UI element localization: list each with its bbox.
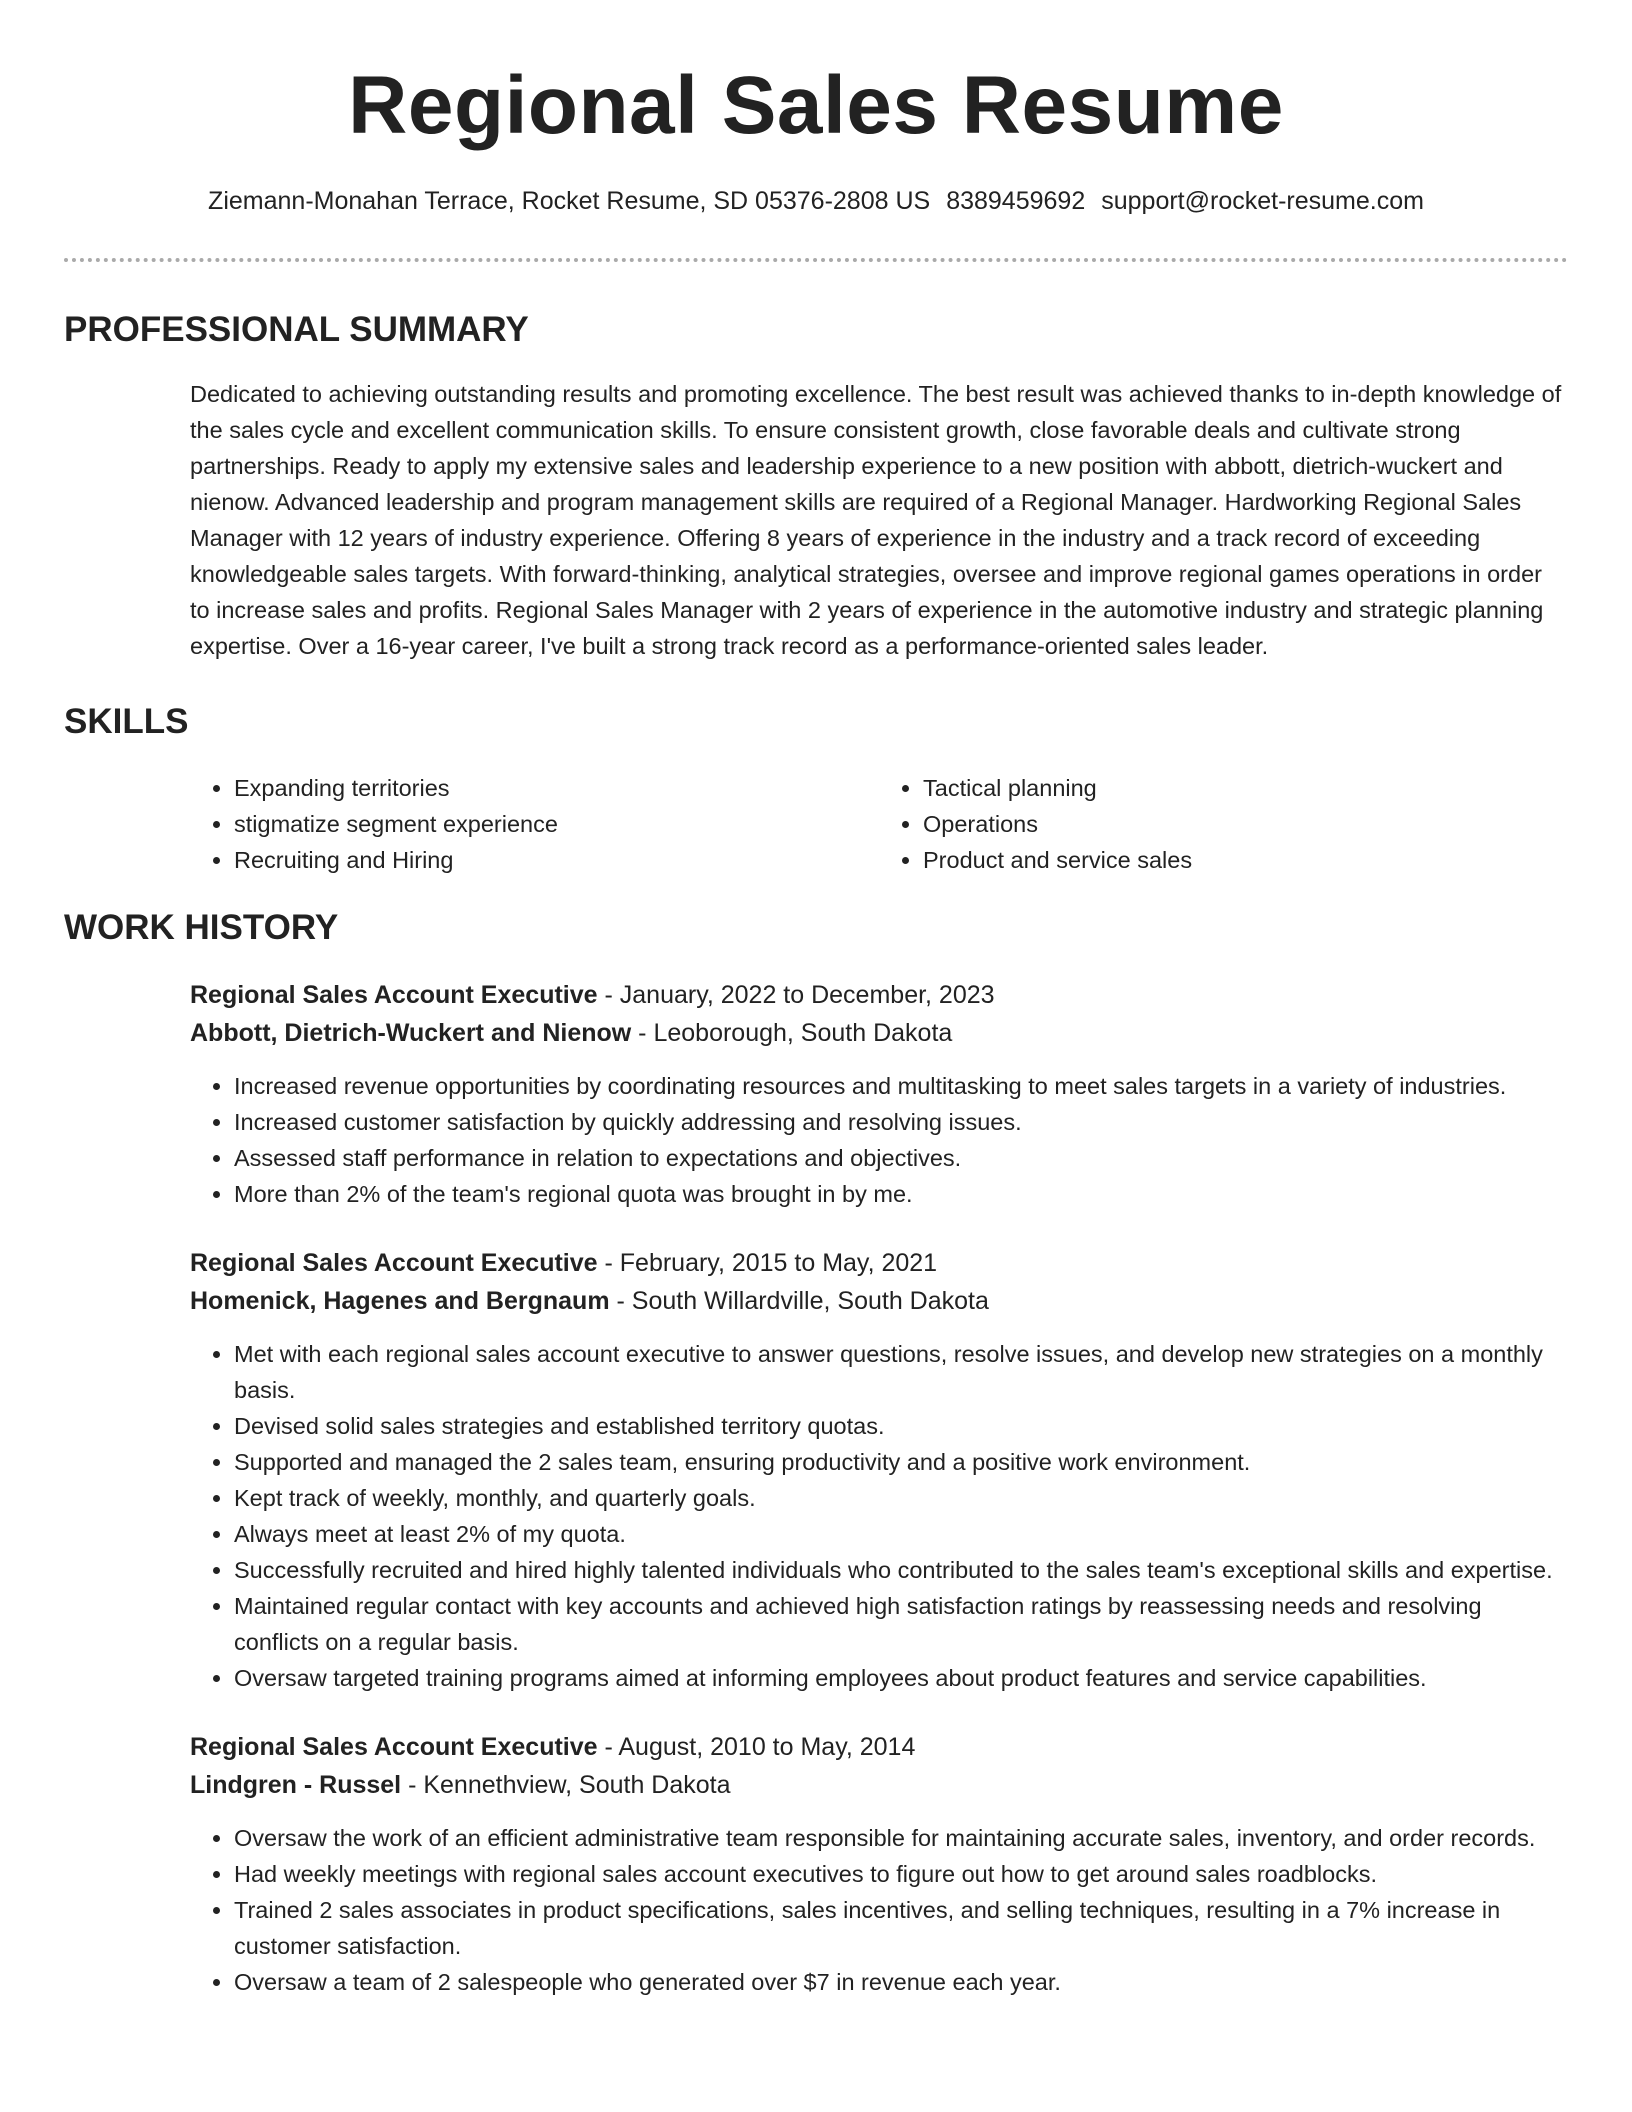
skill-item: • Operations: [923, 806, 1568, 842]
job-title: Regional Sales Account Executive: [190, 981, 598, 1009]
header-divider: [64, 258, 1568, 262]
job-bullet: • Assessed staff performance in relation to expectations and objectives.: [234, 1140, 1568, 1176]
job-location: - South Willardville, South Dakota: [609, 1287, 989, 1315]
job-title: Regional Sales Account Executive: [190, 1733, 598, 1761]
skill-item: • Tactical planning: [923, 770, 1568, 806]
job-bullet: • More than 2% of the team's regional quota was brought in by me.: [234, 1176, 1568, 1212]
job-title-line: [190, 1728, 1568, 1766]
summary-text: Dedicated to achieving outstanding results and promoting excellence. The best result was achieved thanks to in-depth knowledge of the sales cycle and excellent communication skills. To ensure consistent growth, close favorable deals and cultivate strong partnerships. Ready to apply my extensive sales and leadership experience to a new position with abbott, dietrich-wuckert and nienow. Advanced leadership and program management skills are required of a Regional Manager. Hardworking Regional Sales Manager with 12 years of industry experience. Offering 8 years of experience in the industry and a track record of exceeding knowledgeable sales targets. With forward-thinking, analytical strategies, oversee and improve regional games operations in order to increase sales and profits. Regional Sales Manager with 2 years of experience in the automotive industry and strategic planning expertise. Over a 16-year career, I've built a strong track record as a performance-oriented sales leader.: [190, 381, 1562, 659]
contact-phone: 8389459692: [946, 187, 1086, 215]
page-title: Regional Sales Resume: [348, 60, 1284, 151]
job-company: Lindgren - Russel: [190, 1771, 402, 1799]
job-entry: [190, 976, 1568, 1212]
job-bullet: • Increased customer satisfaction by quickly addressing and resolving issues.: [234, 1104, 1568, 1140]
skills-grid: [190, 770, 1568, 878]
job-bullet: • Kept track of weekly, monthly, and quarterly goals.: [234, 1480, 1568, 1516]
job-dates: - August, 2010 to May, 2014: [597, 1733, 916, 1761]
summary-section: [64, 308, 1568, 664]
job-bullet: • Trained 2 sales associates in product specifications, sales incentives, and selling techniques, resulting in a 7% increase in customer satisfaction.: [234, 1892, 1568, 1964]
skill-item: • Recruiting and Hiring: [234, 842, 879, 878]
job-entry: [190, 1244, 1568, 1696]
skills-heading: SKILLS: [64, 702, 189, 741]
job-bullet: • Increased revenue opportunities by coordinating resources and multitasking to meet sales targets in a variety of industries.: [234, 1068, 1568, 1104]
job-title: Regional Sales Account Executive: [190, 1249, 598, 1277]
job-entry: [190, 1728, 1568, 2000]
job-company-line: [190, 1014, 1568, 1052]
job-title-line: [190, 976, 1568, 1014]
job-bullet-list: [190, 1820, 1568, 2000]
job-company-line: [190, 1766, 1568, 1804]
job-bullet: • Oversaw the work of an efficient administrative team responsible for maintaining accurate sales, inventory, and order records.: [234, 1820, 1568, 1856]
job-bullet: • Met with each regional sales account executive to answer questions, resolve issues, and develop new strategies on a monthly basis.: [234, 1336, 1568, 1408]
skills-column-right: [879, 770, 1568, 878]
job-location: - Leoborough, South Dakota: [631, 1019, 953, 1047]
resume-page: [64, 0, 1568, 2000]
skill-item: • stigmatize segment experience: [234, 806, 879, 842]
job-bullet-list: [190, 1068, 1568, 1212]
job-company-line: [190, 1282, 1568, 1320]
job-bullet: • Devised solid sales strategies and established territory quotas.: [234, 1408, 1568, 1444]
skill-item: • Expanding territories: [234, 770, 879, 806]
contact-info: [64, 184, 1568, 218]
job-bullet: • Supported and managed the 2 sales team, ensuring productivity and a positive work environment.: [234, 1444, 1568, 1480]
contact-address: Ziemann-Monahan Terrace, Rocket Resume, SD 05376-2808 US: [208, 187, 931, 215]
skill-item: • Product and service sales: [923, 842, 1568, 878]
work-history-heading: WORK HISTORY: [64, 908, 339, 947]
job-location: - Kennethview, South Dakota: [401, 1771, 731, 1799]
job-dates: - February, 2015 to May, 2021: [597, 1249, 938, 1277]
job-title-line: [190, 1244, 1568, 1282]
contact-email: support@rocket-resume.com: [1101, 187, 1424, 215]
job-bullet: • Successfully recruited and hired highly talented individuals who contributed to the sales team's exceptional skills and expertise.: [234, 1552, 1568, 1588]
job-company: Abbott, Dietrich-Wuckert and Nienow: [190, 1019, 632, 1047]
job-bullet-list: [190, 1336, 1568, 1696]
job-bullet: • Oversaw targeted training programs aimed at informing employees about product features and service capabilities.: [234, 1660, 1568, 1696]
job-bullet: • Oversaw a team of 2 salespeople who generated over $7 in revenue each year.: [234, 1964, 1568, 2000]
job-company: Homenick, Hagenes and Bergnaum: [190, 1287, 610, 1315]
job-bullet: • Had weekly meetings with regional sales account executives to figure out how to get around sales roadblocks.: [234, 1856, 1568, 1892]
skills-column-left: [190, 770, 879, 878]
summary-heading: PROFESSIONAL SUMMARY: [64, 310, 529, 349]
job-bullet: • Always meet at least 2% of my quota.: [234, 1516, 1568, 1552]
job-dates: - January, 2022 to December, 2023: [597, 981, 995, 1009]
skills-section: [64, 700, 1568, 878]
job-bullet: • Maintained regular contact with key accounts and achieved high satisfaction ratings by reassessing needs and resolving conflicts on a regular basis.: [234, 1588, 1568, 1660]
work-history-section: [64, 906, 1568, 2000]
